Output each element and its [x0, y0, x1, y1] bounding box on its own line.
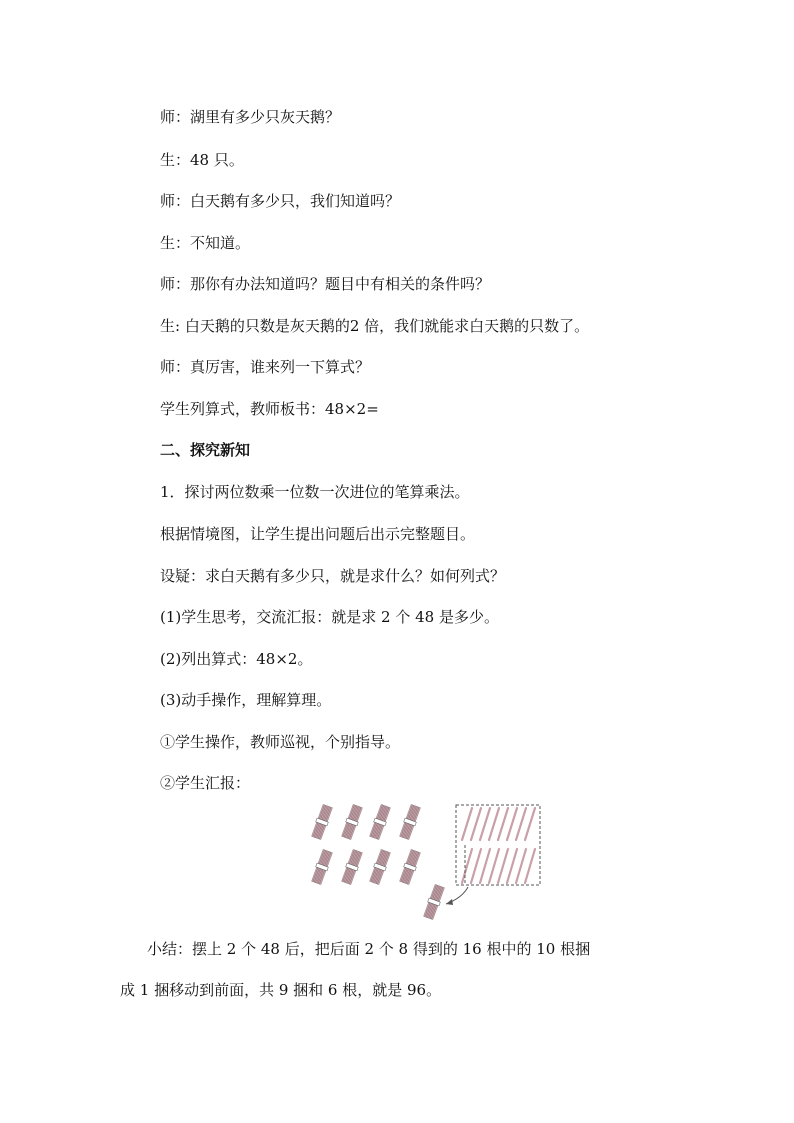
step-line: ①学生操作，教师巡视，个别指导。 — [160, 733, 401, 751]
single-stick — [462, 849, 472, 883]
step-line: 根据情境图，让学生提出问题后出示完整题目。 — [160, 525, 476, 543]
stick-bundle — [369, 804, 392, 840]
dialogue-line: 生：不知道。 — [160, 234, 251, 252]
stick-bundle — [423, 884, 446, 920]
stick-bundle — [399, 804, 422, 840]
single-stick — [525, 849, 535, 883]
summary-line-2: 成 1 捆移动到前面，共 9 捆和 6 根，就是 96。 — [120, 981, 442, 999]
single-stick — [489, 849, 499, 883]
single-stick — [516, 808, 526, 840]
single-stick — [498, 808, 508, 840]
single-stick — [480, 808, 490, 840]
summary-line-1: 小结：摆上 2 个 48 后，把后面 2 个 8 得到的 16 根中的 10 根捆 — [147, 940, 591, 958]
stick-bundle — [369, 849, 392, 885]
single-stick — [462, 808, 472, 840]
stick-bundle — [311, 849, 334, 885]
step-line: (3)动手操作，理解算理。 — [160, 691, 332, 709]
single-stick — [498, 849, 508, 883]
dialogue-line: 师：湖里有多少只灰天鹅？ — [160, 108, 341, 126]
loose-sticks — [462, 808, 535, 883]
single-stick — [480, 849, 490, 883]
step-line: ②学生汇报： — [160, 774, 251, 792]
section-heading: 二、探究新知 — [160, 441, 251, 459]
dialogue-line: 师：白天鹅有多少只，我们知道吗？ — [160, 192, 401, 210]
sticks-figure — [300, 800, 550, 925]
stick-bundles — [311, 804, 446, 920]
step-line: 设疑：求白天鹅有多少只，就是求什么？如何列式？ — [160, 567, 506, 585]
single-stick — [516, 849, 526, 883]
single-stick — [525, 808, 535, 840]
single-stick — [489, 808, 499, 840]
stick-bundle — [341, 804, 364, 840]
stick-bundle — [341, 849, 364, 885]
step-line: (2)列出算式：48×2。 — [160, 650, 313, 668]
single-stick — [471, 808, 481, 840]
dialogue-line: 师：那你有办法知道吗？题目中有相关的条件吗？ — [160, 275, 491, 293]
single-stick — [507, 849, 517, 883]
dialogue-line: 生：48 只。 — [160, 151, 244, 169]
dialogue-line: 师：真厉害，谁来列一下算式？ — [160, 358, 371, 376]
stick-bundle — [311, 804, 334, 840]
dialogue-line: 学生列算式，教师板书：48×2= — [160, 400, 379, 418]
dialogue-line: 生: 白天鹅的只数是灰天鹅的2 倍，我们就能求白天鹅的只数了。 — [160, 317, 590, 335]
single-stick — [507, 808, 517, 840]
step-line: 1．探讨两位数乘一位数一次进位的笔算乘法。 — [160, 483, 470, 501]
arrow-head-icon — [446, 899, 453, 905]
single-stick — [471, 849, 481, 883]
stick-bundle — [399, 849, 422, 885]
step-line: (1)学生思考，交流汇报：就是求 2 个 48 是多少。 — [160, 608, 499, 626]
